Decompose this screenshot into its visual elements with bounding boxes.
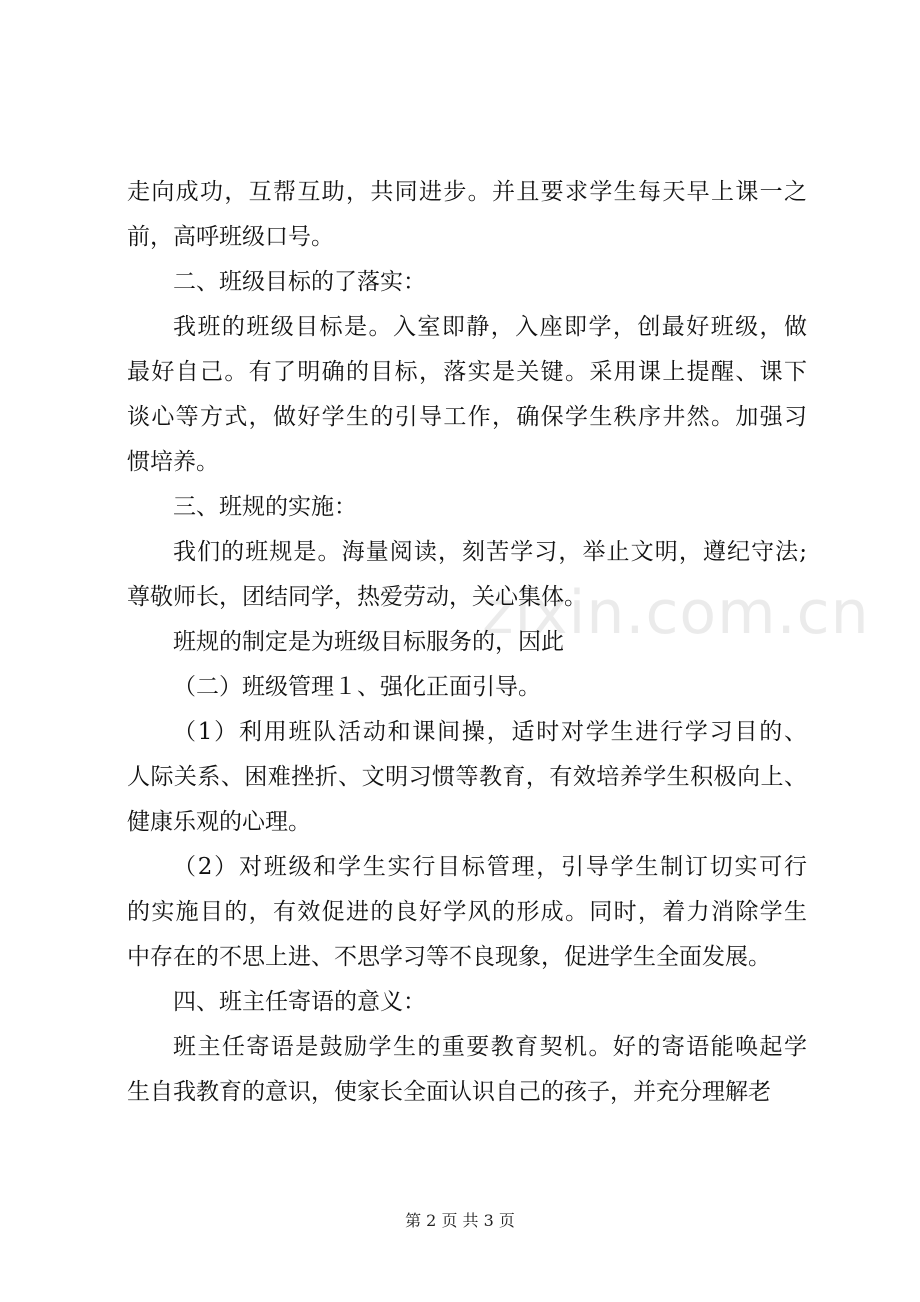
paragraph-line: 三、班规的实施： xyxy=(173,494,357,520)
paragraph-line: 人际关系、困难挫折、文明习惯等教育，有效培养学生积极向上、 xyxy=(127,764,807,790)
paragraph-line: 的实施目的，有效促进的良好学风的形成。同时，着力消除学生 xyxy=(127,899,807,925)
paragraph-line: 四、班主任寄语的意义： xyxy=(173,989,426,1015)
paragraph-line: （1）利用班队活动和课间操，适时对学生进行学习目的、 xyxy=(173,719,807,745)
paragraph-line: 我们的班规是。海量阅读，刻苦学习，举止文明，遵纪守法; xyxy=(173,539,807,565)
paragraph-line: 班规的制定是为班级目标服务的，因此 xyxy=(173,629,564,655)
paragraph-line: 谈心等方式，做好学生的引导工作，确保学生秩序井然。加强习 xyxy=(127,404,807,430)
paragraph-line: 二、班级目标的了落实： xyxy=(173,269,426,295)
paragraph-line: 最好自己。有了明确的目标，落实是关键。采用课上提醒、课下 xyxy=(127,359,807,385)
paragraph-line: （2）对班级和学生实行目标管理，引导学生制订切实可行 xyxy=(173,854,807,880)
paragraph-line: 惯培养。 xyxy=(127,449,219,475)
paragraph-line: 健康乐观的心理。 xyxy=(127,809,311,835)
paragraph-line: 中存在的不思上进、不思学习等不良现象，促进学生全面发展。 xyxy=(127,944,771,970)
paragraph-line: 生自我教育的意识，使家长全面认识自己的孩子，并充分理解老 xyxy=(127,1079,771,1105)
paragraph-line: 班主任寄语是鼓励学生的重要教育契机。好的寄语能唤起学 xyxy=(173,1034,807,1060)
paragraph-line: 我班的班级目标是。入室即静，入座即学，创最好班级，做 xyxy=(173,314,807,340)
paragraph-line: （二）班级管理１、强化正面引导。 xyxy=(173,674,541,700)
page-footer: 第 2 页 共 3 页 xyxy=(405,1211,515,1230)
paragraph-line: 尊敬师长，团结同学，热爱劳动，关心集体。 xyxy=(127,584,587,610)
paragraph-line: 走向成功，互帮互助，共同进步。并且要求学生每天早上课一之 xyxy=(127,179,807,205)
paragraph-line: 前，高呼班级口号。 xyxy=(127,224,334,250)
watermark: zixin.com.cn xyxy=(482,578,870,648)
